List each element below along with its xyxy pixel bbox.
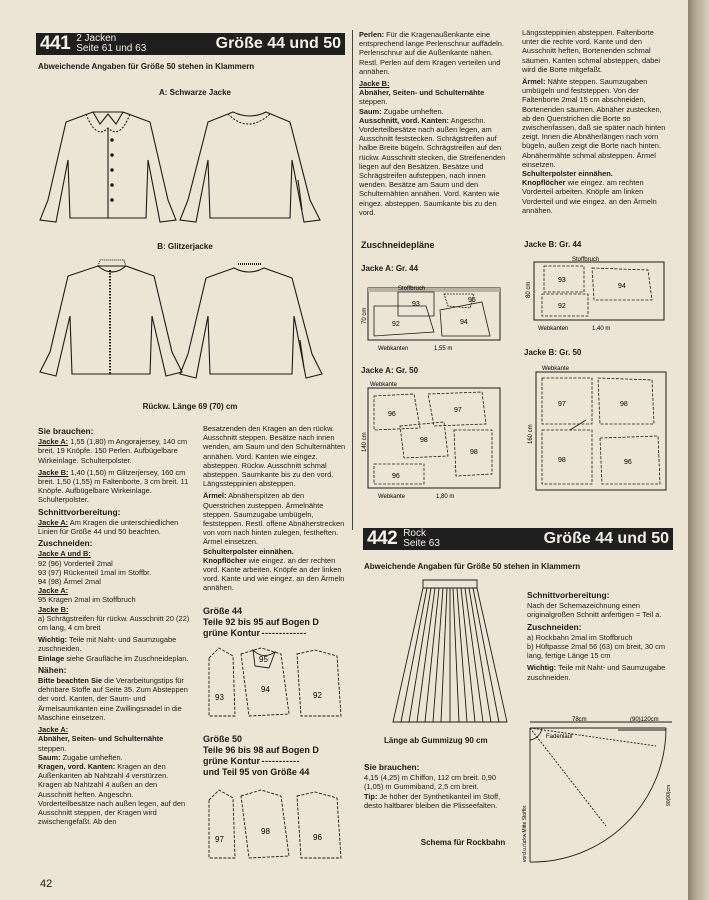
svg-text:98: 98	[620, 401, 628, 408]
svg-text:(90)120cm: (90)120cm	[630, 717, 659, 723]
jacket-b-back	[180, 268, 322, 378]
svg-text:90(90)cm: 90(90)cm	[666, 784, 672, 806]
piece-92: 92	[313, 691, 322, 700]
svg-text:Webkante: Webkante	[542, 366, 569, 372]
svg-text:94: 94	[460, 319, 468, 326]
skirt-materials: Sie brauchen: 4,15 (4,25) m Chiffon, 112 cm breit. 0,90 (1,05) m Gummiband, 2,5 cm breit. Tip: Je höher der Synthetikanteil im Stoff, desto haltbarer bleiben die Plisseefalten.	[364, 760, 514, 810]
plan-b44-label: Jacke B: Gr. 44	[524, 240, 582, 249]
svg-text:Webkante: Webkante	[370, 382, 397, 388]
pattern-pages: Seite 61 und 63	[76, 43, 147, 54]
size-label: Größe 44 und 50	[215, 35, 341, 52]
svg-text:92: 92	[558, 303, 566, 310]
column-2-text: Besatzenden den Kragen an den rückw. Ausschnitt steppen. Besätze nach innen wenden, am Saum und den Schulternähten annähen. Vord. Kanten wie eingez. absteppen. Rückw. Ausschnitt schmal absteppen. Saumkante bis zu den vord. Längssteppinien absteppen. Ärmel: Abnäherspitzen ab den Querstrichen zusteppen. Ärmelnähte steppen. Saumzugabe umbügeln, feststeppen. Restl. offene Abnäherstrecken von vorn nach hinten zulegen, festheften. Ärmel einsetzen. Schulterpolster einnähen. Knopflöcher wie eingez. an der rechten vord. Kante arbeiten. Knöpfe an der linken vord. Kante und wie eingez. an den Ärmeln annähen.	[203, 424, 346, 593]
pattern-meta	[76, 34, 146, 54]
piece-95: 95	[259, 655, 268, 664]
heading-materials: Sie brauchen:	[38, 426, 94, 436]
svg-text:98: 98	[558, 457, 566, 464]
cutting-plan-b44	[522, 256, 672, 336]
pattern-number: 442	[367, 528, 398, 549]
svg-text:Webkanten: Webkanten	[538, 326, 569, 332]
size-50-pieces-heading: Größe 50 Teile 96 bis 98 auf Bogen D grüne Kontur - - - - - - - - - - - und Teil 95 von Größe 44	[203, 734, 319, 777]
svg-text:98: 98	[470, 449, 478, 456]
pattern-441-header	[36, 33, 345, 55]
piece-93: 93	[215, 693, 224, 702]
heading-cutting: Zuschneiden:	[38, 538, 93, 549]
svg-text:vord.u.rückw.Mitte Stoffbr.: vord.u.rückw.Mitte Stoffbr.	[522, 804, 528, 862]
svg-text:78cm: 78cm	[572, 717, 587, 723]
pattern-number: 441	[40, 33, 71, 54]
heading-preparation: Schnittvorbereitung:	[38, 506, 121, 517]
svg-text:97: 97	[558, 401, 566, 408]
skirt-schema-caption: Schema für Rockbahn	[420, 838, 506, 847]
size-label: Größe 44 und 50	[543, 530, 669, 547]
jacket-a-back	[180, 112, 320, 222]
piece-96: 96	[313, 833, 322, 842]
svg-text:Stoffbruch: Stoffbruch	[572, 257, 600, 263]
svg-text:80 cm: 80 cm	[526, 281, 532, 298]
pattern-meta	[403, 529, 440, 549]
svg-text:96: 96	[392, 473, 400, 480]
pattern-title: 2 Jacken	[76, 33, 117, 44]
svg-text:1,55 m: 1,55 m	[434, 346, 453, 352]
plan-a44-label: Jacke A: Gr. 44	[361, 264, 419, 273]
svg-text:70 cm: 70 cm	[362, 307, 368, 324]
pattern-title: Rock	[403, 528, 426, 539]
size-note-442: Abweichende Angaben für Größe 50 stehen in Klammern	[364, 562, 581, 571]
svg-text:140 cm: 140 cm	[362, 432, 368, 452]
svg-text:160 cm: 160 cm	[528, 424, 534, 444]
skirt-illustration	[375, 576, 525, 726]
svg-text:92: 92	[392, 321, 400, 328]
caption-jacket-a: A: Schwarze Jacke	[158, 88, 232, 97]
pattern-pages: Seite 63	[403, 538, 440, 549]
page-number: 42	[40, 878, 53, 890]
heading-materials: Sie brauchen:	[364, 762, 420, 772]
jacket-b-illustration	[38, 256, 343, 386]
cutting-plans-title: Zuschneidepläne	[361, 240, 435, 250]
svg-text:Stoffbruch: Stoffbruch	[398, 286, 426, 292]
skirt-schema	[522, 716, 676, 866]
column-1-text: Sie brauchen: Jacke A: 1,55 (1,80) m Angorajersey, 140 cm breit. 19 Knöpfe. 150 Perlen. Aufbügelbare Wirkeinlage. Schulterpolster. Jacke B: 1,40 (1,50) m Glitzerjersey, 160 cm breit. 1,50 (1,55) m Faltenborte, 3 cm breit. 11 Knöpfe. Aufbügelbare Wirkeinlage. Schulterpolster. Schnittvorbereitung: Jacke A: Am Kragen die unterschiedlichen Linien für Größe 44 und 50 beachten. Zuschneiden: Jacke A und B: 92 (96) Vorderteil 2mal 93 (97) Rückenteil 1mal im Stoffbr. 94 (98) Ärmel 2mal Jacke A: 95 Kragen 2mal im Stoffbruch Jacke B: a) Schrägstreifen für rückw. Ausschnitt 20 (22) cm lang, 4 cm breit Wichtig: Teile mit Naht- und Saumzugabe zuschneiden. Einlage siehe Graufläche im Zuschneideplan. Nähen: Bitte beachten Sie die Verarbeitungstips für dehnbare Stoffe auf Seite 35. Zum Absteppen der vord. Kanten, der Saum- und Ärmelsaumkanten eine Zwillingsnadel in die Maschine einsetzen. Jacke A: Abnäher, Seiten- und Schulternähte steppen. Saum: Zugabe umheften. Kragen, vord. Kanten: Kragen an den Außenkanten ab Nahtzahl 4 verstürzen. Kragen ab Nahtzahl 4 außen an den Ausschnitt heften. Angeschn. Vorderteilbesätze nach außen legen, auf den Ausschnitt steppen, der Kragen wird zwischengefaßt. Ab den	[38, 426, 190, 827]
piece-94: 94	[261, 685, 270, 694]
svg-text:98: 98	[420, 437, 428, 444]
svg-text:97: 97	[454, 407, 462, 414]
svg-text:1,80 m: 1,80 m	[436, 494, 455, 500]
plan-a50-label: Jacke A: Gr. 50	[361, 366, 419, 375]
back-length: Rückw. Länge 69 (70) cm	[142, 402, 238, 411]
pattern-pieces-44	[205, 644, 345, 720]
cutting-plan-b50	[522, 364, 672, 499]
heading-sewing: Nähen:	[38, 664, 67, 675]
svg-text:93: 93	[412, 301, 420, 308]
svg-text:94: 94	[618, 283, 626, 290]
svg-text:96: 96	[388, 411, 396, 418]
cutting-plan-a44	[364, 280, 504, 355]
pattern-pieces-50	[205, 786, 345, 862]
svg-text:1,40 m: 1,40 m	[592, 326, 611, 332]
heading-preparation: Schnittvorbereitung:	[527, 590, 610, 600]
pattern-442-header	[363, 528, 673, 550]
skirt-instructions: Schnittvorbereitung: Nach der Schemazeichnung einen originalgroßen Schnitt anfertigen = Teil a. Zuschneiden: a) Rockbahn 2mal im Stoffbruch b) Hüftpasse 2mal 56 (63) cm breit, 30 cm lang, fertige Länge 15 cm Wichtig: Teile mit Naht- und Saumzugabe zuschneiden.	[527, 588, 673, 685]
svg-text:Webkanten: Webkanten	[378, 346, 409, 352]
piece-98: 98	[261, 827, 270, 836]
jacket-a-illustration	[38, 100, 343, 230]
size-note: Abweichende Angaben für Größe 50 stehen in Klammern	[38, 62, 255, 71]
svg-text:95: 95	[468, 297, 476, 304]
svg-text:Webkante: Webkante	[378, 494, 405, 500]
skirt-length: Länge ab Gummizug 90 cm	[384, 736, 488, 745]
plan-b50-label: Jacke B: Gr. 50	[524, 348, 582, 357]
column-divider	[352, 30, 353, 530]
column-3-text: Perlen: Für die Kragenaußenkante eine entsprechend lange Perlenschnur auffädeln. Perlenschnur auf die Außenkante nähen. Restl. Perlen auf dem Kragen verteilen und annähen. Jacke B: Abnäher, Seiten- und Schulternähte steppen. Saum: Zugabe umheften. Ausschnitt, vord. Kanten: Angeschn. Vorderteilbesätze nach außen legen, am Ausschnitt feststecken. Schrägstreifen auf halbe Breite bügeln. Schrägstreifen auf den rückw. Ausschnitt stecken, die Streifenenden liegen auf den Besätzen. Besätze und Schrägstreifen aufsteppen, nach innen wenden. Besätze am Saum und den Schulternähten annähen. Vord. Kanten wie eingez. absteppen. Saumkante bis zu den vord.	[359, 30, 506, 217]
size-44-pieces-heading: Größe 44 Teile 92 bis 95 auf Bogen D grüne Kontur - - - - - - - - - - - - -	[203, 606, 319, 638]
column-4-text: Längssteppinien absteppen. Faltenborte unter die rechte vord. Kante und den Ausschnitt heften, Bortenenden schmal säumen. Kanten schmal absteppen, dabei wird die Borte mitgefaßt. Ärmel: Nähte steppen. Saumzugaben umbügeln und feststeppen. Von der Faltenborte 2mal 15 cm abschneiden, Bortenenden säumen. Abnäher zustecken, ab den Querstrichen die Borte so zwischenfassen, daß sie später nach hinten zeigt. Innen die Abnäherlängen nach vorn bügeln, außen zeigt die Borte nach hinten. Abnähermähte schmal absteppen. Ärmel einsetzen. Schulterpolster einnähen. Knopflöcher wie eingez. am rechten Vorderteil arbeiten. Knöpfe am linken Vorderteil und wie eingez. an den Ärmeln annähen.	[522, 28, 666, 215]
heading-cutting: Zuschneiden:	[527, 621, 582, 632]
piece-97: 97	[215, 835, 224, 844]
next-page-edge	[688, 0, 709, 900]
svg-text:96: 96	[624, 459, 632, 466]
cutting-plan-a50	[364, 380, 504, 505]
caption-jacket-b: B: Glitzerjacke	[157, 242, 213, 251]
svg-text:93: 93	[558, 277, 566, 284]
svg-text:Fadenlauf: Fadenlauf	[546, 734, 573, 740]
